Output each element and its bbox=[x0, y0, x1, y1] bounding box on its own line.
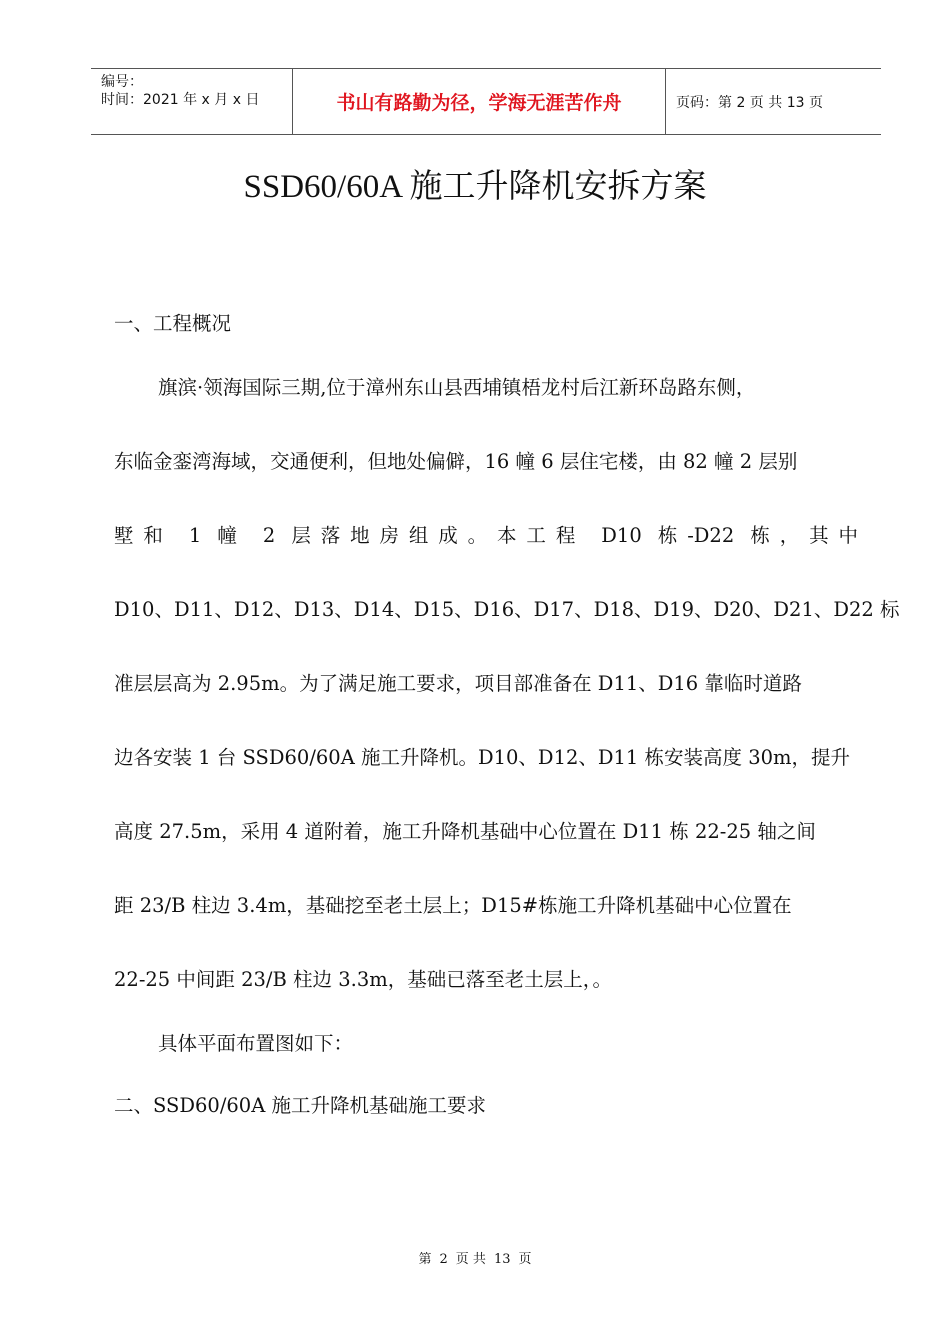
footer-middle: 页 共 bbox=[455, 1252, 486, 1267]
section-2-heading: 二、SSD60/60A 施工升降机基础施工要求 bbox=[114, 1094, 486, 1117]
paragraph-line: 东临金銮湾海域，交通便利，但地处偏僻，16 幢 6 层住宅楼，由 82 幢 2 层别 bbox=[114, 450, 798, 473]
layout-note: 具体平面布置图如下： bbox=[158, 1032, 354, 1055]
footer-total-pages: 13 bbox=[493, 1252, 511, 1267]
paragraph-line: 准层层高为 2.95m。为了满足施工要求，项目部准备在 D11、D16 靠临时道路 bbox=[114, 672, 802, 695]
document-title: SSD60/60A 施工升降机安拆方案 bbox=[243, 169, 707, 205]
footer-page-number: 2 bbox=[439, 1252, 448, 1267]
paragraph-line: D10、D11、D12、D13、D14、D15、D16、D17、D18、D19、D20、D21、D22 标 bbox=[114, 598, 900, 621]
paragraph-line: 高度 27.5m，采用 4 道附着，施工升降机基础中心位置在 D11 栋 22-25 轴之间 bbox=[114, 820, 816, 843]
page-footer bbox=[0, 1248, 950, 1267]
footer-suffix: 页 bbox=[518, 1252, 532, 1267]
paragraph-line: 22-25 中间距 23/B 柱边 3.3m，基础已落至老土层上，。 bbox=[114, 968, 612, 991]
footer-prefix: 第 bbox=[418, 1252, 432, 1267]
paragraph-line: 边各安装 1 台 SSD60/60A 施工升降机。D10、D12、D11 栋安装高度 30m，提升 bbox=[114, 746, 851, 769]
paragraph-line: 墅和 1 幢 2 层落地房组成。本工程 D10 栋-D22 栋，其中 bbox=[114, 524, 858, 547]
page-header bbox=[91, 68, 881, 135]
header-page-number: 页码：第 2 页 共 13 页 bbox=[676, 94, 823, 111]
header-motto: 书山有路勤为径，学海无涯苦作舟 bbox=[293, 69, 666, 134]
paragraph-line: 旗滨·领海国际三期,位于漳州东山县西埔镇梧龙村后江新环岛路东侧， bbox=[158, 376, 756, 399]
paragraph-line: 距 23/B 柱边 3.4m，基础挖至老土层上；D15#栋施工升降机基础中心位置在 bbox=[114, 894, 792, 917]
document-number-label: 编号： bbox=[101, 74, 143, 90]
header-meta bbox=[91, 69, 293, 134]
document-time: 时间：2021 年 x 月 x 日 bbox=[101, 92, 260, 108]
section-1-heading: 一、工程概况 bbox=[114, 312, 232, 335]
